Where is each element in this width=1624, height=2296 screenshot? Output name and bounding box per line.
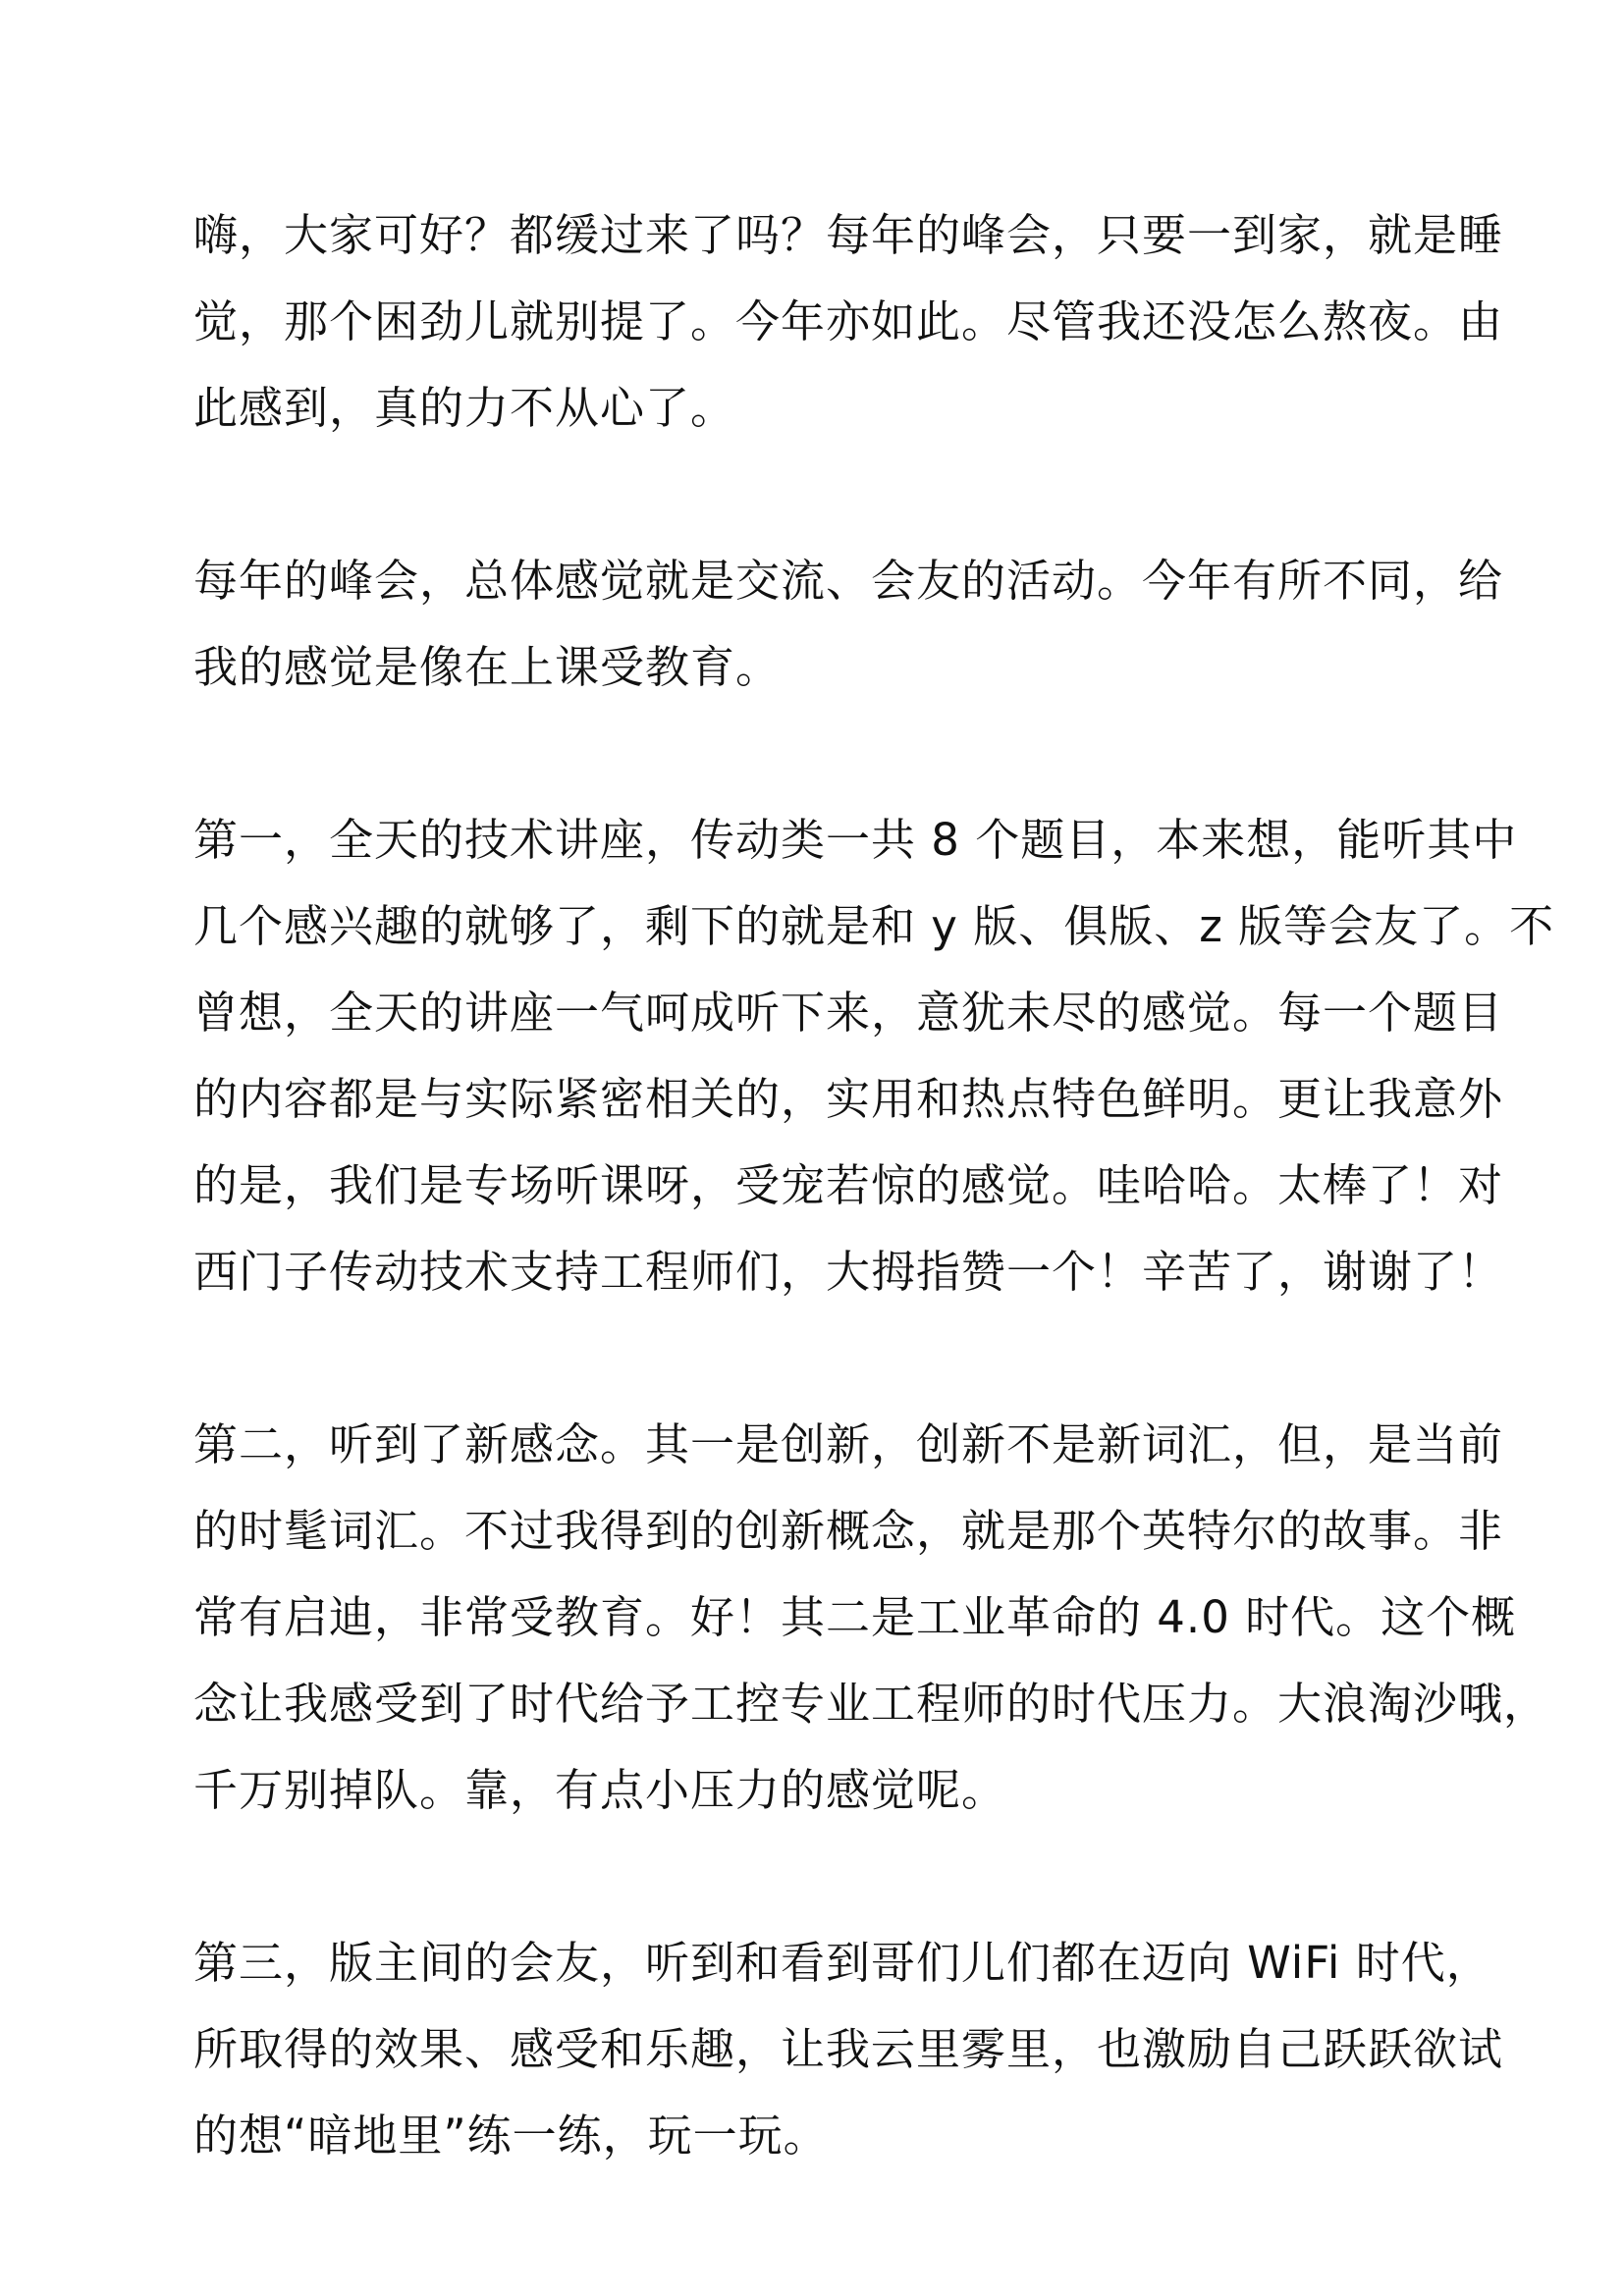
text-line: 的内容都是与实际紧密相关的，实用和热点特色鲜明。更让我意外 bbox=[193, 1073, 1504, 1125]
text-line: 念让我感受到了时代给予工控专业工程师的时代压力。大浪淘沙哦， bbox=[193, 1678, 1549, 1730]
text-line: 第一，全天的技术讲座，传动类一共 8 个题目，本来想，能听其中 bbox=[193, 814, 1518, 866]
text-line: 的想“暗地里”练一练，玩一玩。 bbox=[193, 2109, 829, 2162]
text-line: 曾想，全天的讲座一气呵成听下来，意犹未尽的感觉。每一个题目 bbox=[193, 987, 1504, 1039]
paragraph-first-point bbox=[193, 797, 1555, 1315]
text-line: 西门子传动技术支持工程师们，大拇指赞一个！辛苦了，谢谢了！ bbox=[193, 1246, 1504, 1298]
text-line: 的时髦词汇。不过我得到的创新概念，就是那个英特尔的故事。非 bbox=[193, 1505, 1504, 1557]
text-line: 觉，那个困劲儿就别提了。今年亦如此。尽管我还没怎么熬夜。由 bbox=[193, 295, 1504, 347]
document-body bbox=[193, 192, 1555, 2266]
text-line: 我的感觉是像在上课受教育。 bbox=[193, 641, 782, 693]
text-line: 常有启迪，非常受教育。好！其二是工业革命的 4.0 时代。这个概 bbox=[193, 1591, 1517, 1643]
text-line: 每年的峰会，总体感觉就是交流、会友的活动。今年有所不同，给 bbox=[193, 555, 1504, 607]
text-line: 千万别掉队。靠，有点小压力的感觉呢。 bbox=[193, 1764, 1007, 1816]
text-line: 几个感兴趣的就够了，剩下的就是和 y 版、俱版、z 版等会友了。不 bbox=[193, 900, 1555, 952]
text-line: 此感到，真的力不从心了。 bbox=[193, 382, 736, 434]
text-line: 所取得的效果、感受和乐趣，让我云里雾里，也激励自己跃跃欲试 bbox=[193, 2023, 1504, 2075]
text-line: 嗨，大家可好？都缓过来了吗？每年的峰会，只要一到家，就是睡 bbox=[193, 209, 1504, 261]
paragraph-second-point bbox=[193, 1402, 1549, 1834]
text-line: 第二，听到了新感念。其一是创新，创新不是新词汇，但，是当前 bbox=[193, 1418, 1504, 1470]
paragraph-overall-impression bbox=[193, 538, 1504, 711]
paragraph-third-point bbox=[193, 1920, 1504, 2179]
text-line: 的是，我们是专场听课呀，受宠若惊的感觉。哇哈哈。太棒了！对 bbox=[193, 1159, 1504, 1211]
paragraph-greeting bbox=[193, 192, 1504, 452]
text-line: 第三，版主间的会友，听到和看到哥们儿们都在迈向 WiFi 时代， bbox=[193, 1937, 1491, 1989]
